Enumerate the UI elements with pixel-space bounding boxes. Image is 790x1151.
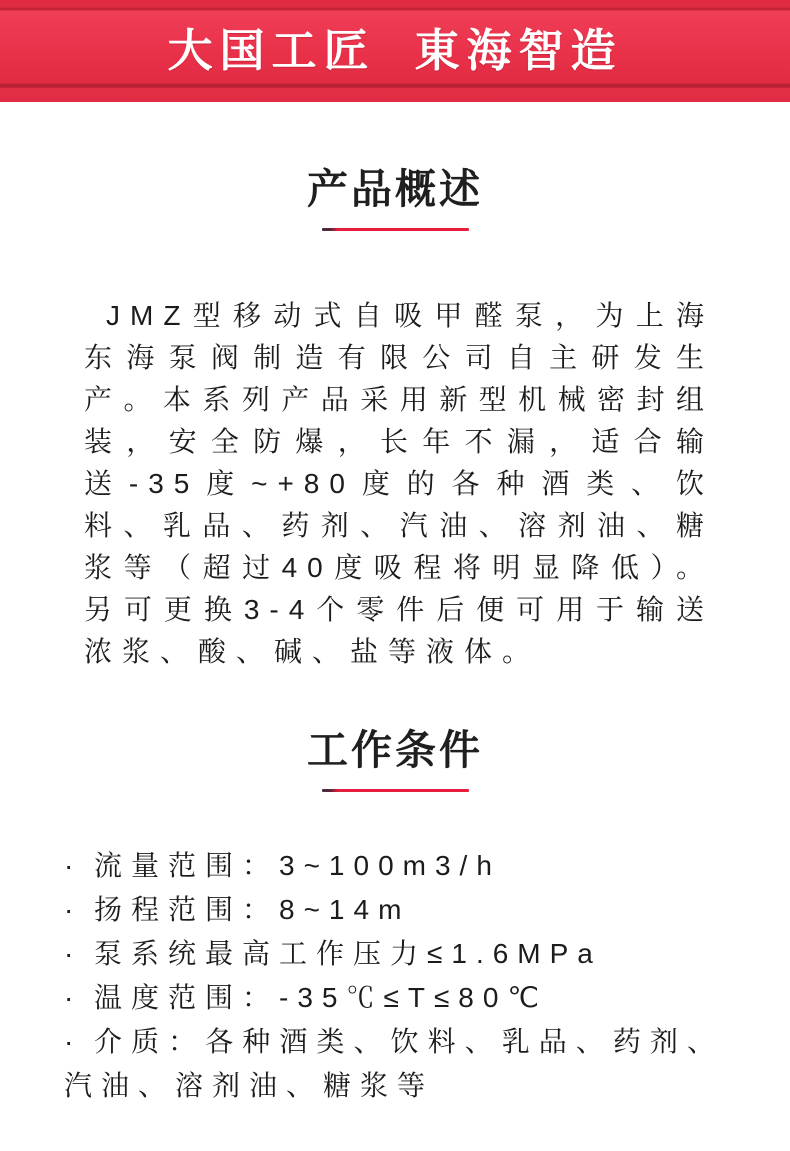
conditions-section-title: 工作条件 [307, 727, 483, 773]
bullet-item-flow-range [64, 844, 724, 888]
top-banner [0, 0, 790, 102]
overview-paragraph: JMZ型移动式自吸甲醛泵，为上海东海泵阀制造有限公司自主研发生产。本系列产品采用新型机械密封组装，安全防爆，长年不漏，适合输送-35度~+80度的各种酒类、饮料、乳品、药剂、汽油、溶剂油、糖浆等（超过40度吸程将明显降低）。另可更换3-4个零件后便可用于输送浓浆、酸、碱、盐等液体。 [84, 300, 714, 667]
overview-section-title: 产品概述 [307, 166, 483, 212]
bullet-text: 扬程范围：8~14m [94, 894, 411, 925]
bullet-dot-icon: · [64, 894, 74, 925]
conditions-bullet-list [64, 844, 724, 1108]
bullet-text: 流量范围：3~100m3/h [94, 850, 501, 881]
bullet-text: 介质：各种酒类、饮料、乳品、药剂、汽油、溶剂油、糖浆等 [64, 1026, 724, 1101]
bullet-item-temp-range [64, 976, 724, 1020]
bullet-text: 温度范围：-35℃≤T≤80℃ [94, 982, 548, 1013]
conditions-title-underline [322, 789, 469, 792]
banner-title: 大国工匠 東海智造 [167, 24, 623, 76]
bullet-dot-icon: · [64, 1026, 74, 1057]
section-working-conditions [0, 727, 790, 1108]
bullet-text: 泵系统最高工作压力≤1.6MPa [94, 938, 602, 969]
bullet-dot-icon: · [64, 938, 74, 969]
bullet-dot-icon: · [64, 850, 74, 881]
bullet-item-max-pressure [64, 932, 724, 976]
bullet-item-media [64, 1020, 724, 1108]
bullet-dot-icon: · [64, 982, 74, 1013]
bullet-item-head-range [64, 888, 724, 932]
section-product-overview [0, 166, 790, 673]
overview-title-underline [322, 228, 469, 231]
